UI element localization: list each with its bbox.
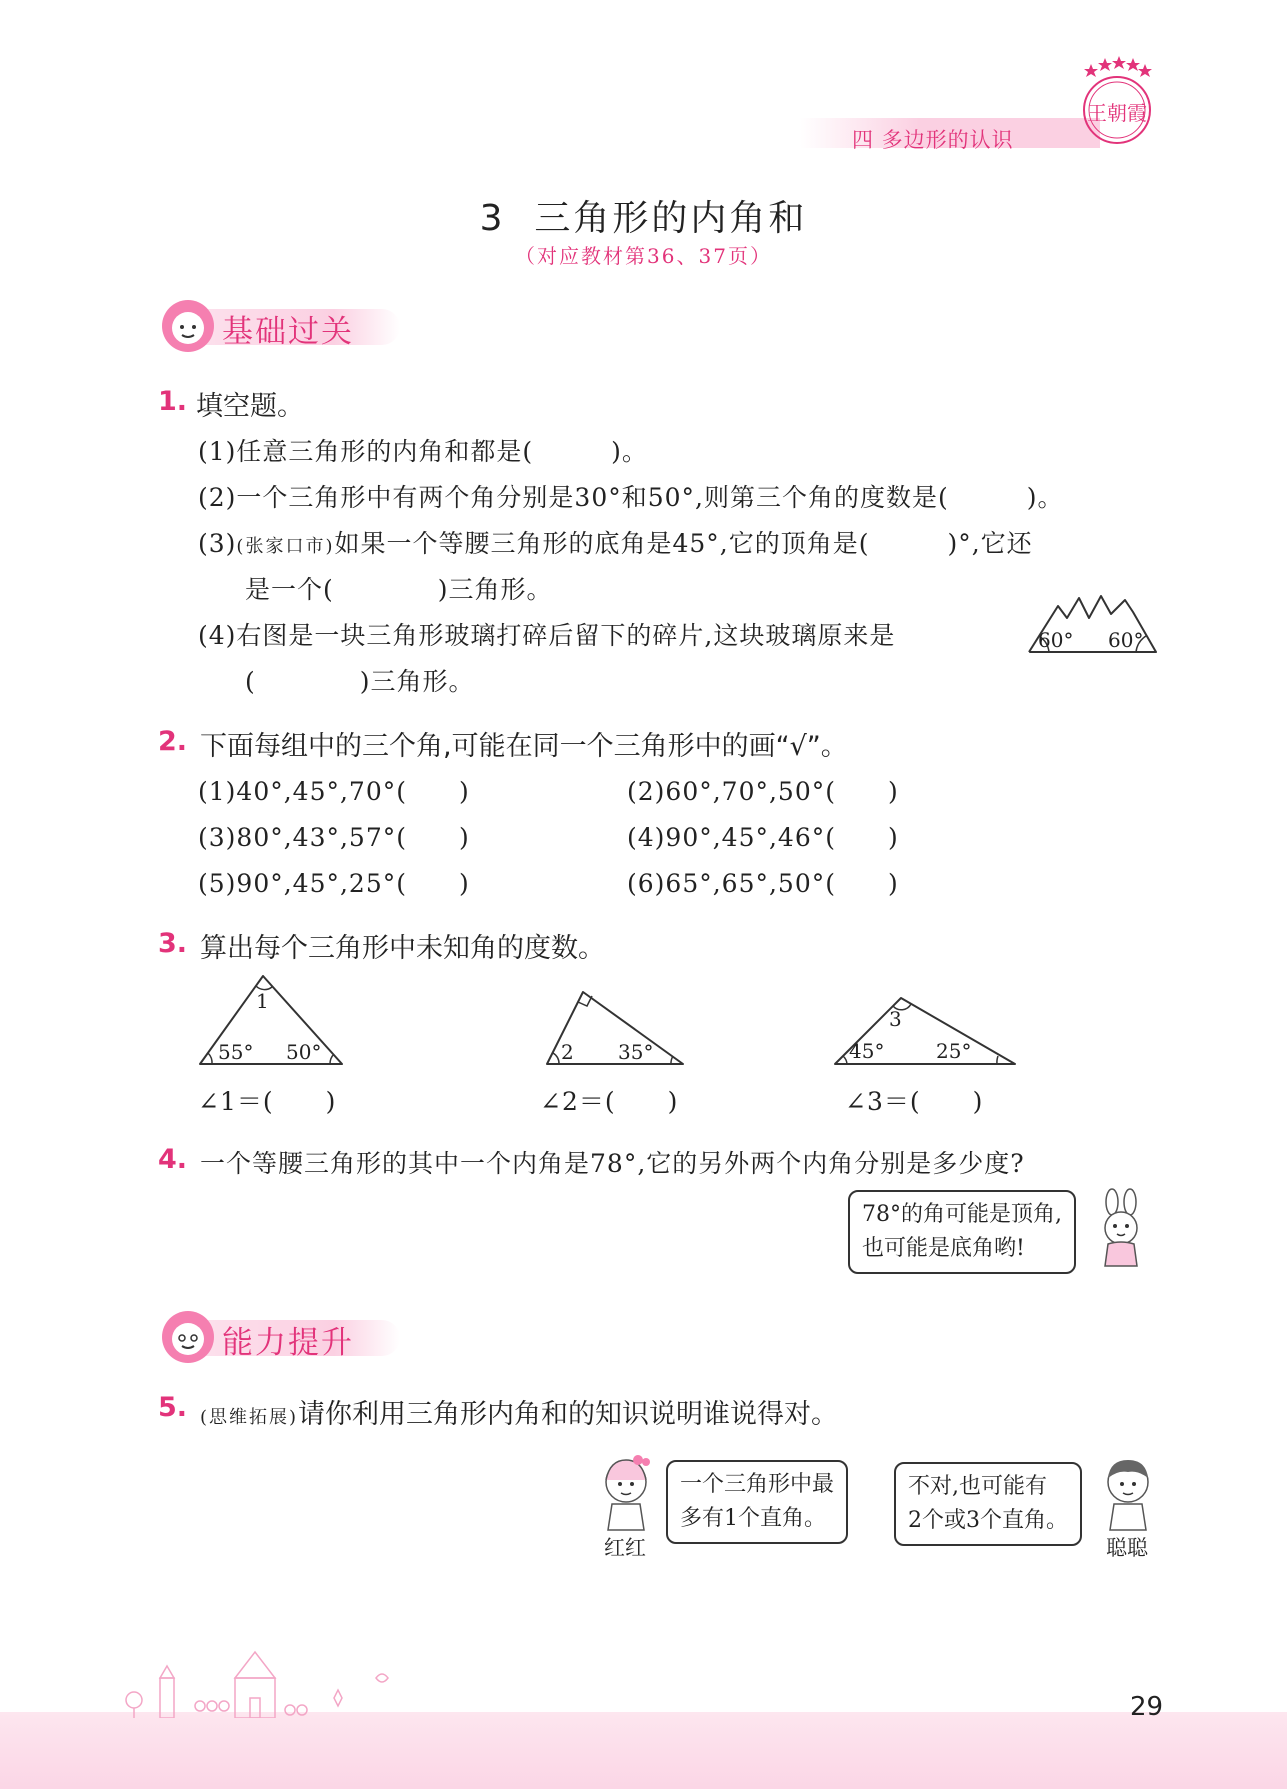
- svg-text:55°: 55°: [218, 1040, 254, 1064]
- q1-prompt: 填空题。: [196, 391, 304, 422]
- q3-number: 3.: [158, 928, 188, 959]
- footer-band: [0, 1712, 1287, 1789]
- q2-item-4: (4)90°,45°,46°( ): [627, 823, 899, 852]
- brand-seal-icon: [1075, 52, 1155, 152]
- chapter-label: 四 多边形的认识: [852, 128, 1014, 152]
- rabbit-icon: [1090, 1188, 1152, 1270]
- castle-decoration-icon: [120, 1648, 400, 1718]
- q1-item-3-label: (3): [198, 529, 237, 558]
- q2-item-1: (1)40°,45°,70°( ): [198, 777, 470, 806]
- teacher-avatar-icon-2: [160, 1309, 216, 1365]
- page-subtitle: （对应教材第36、37页）: [515, 244, 772, 268]
- left-speech-line-2: 多有1个直角。: [680, 1506, 826, 1531]
- page-number: 29: [1130, 1692, 1164, 1722]
- q2-item-3: (3)80°,43°,57°( ): [198, 823, 470, 852]
- broken-glass-figure: [1025, 592, 1160, 656]
- q2-item-5: (5)90°,45°,25°( ): [198, 869, 470, 898]
- page-title: 3 三角形的内角和: [479, 198, 808, 239]
- triangle-1: [196, 970, 346, 1070]
- q1-item-4: (4)右图是一块三角形玻璃打碎后留下的碎片,这块玻璃原来是: [198, 621, 896, 650]
- boy-cong-icon: [1098, 1452, 1158, 1532]
- svg-text:50°: 50°: [286, 1040, 322, 1064]
- triangle-2: [543, 988, 687, 1070]
- q1-number: 1.: [158, 386, 188, 417]
- left-speech-line-1: 一个三角形中最: [680, 1472, 835, 1497]
- section-title-advanced: 能力提升: [222, 1325, 354, 1361]
- q4-hint-line-1: 78°的角可能是顶角,: [862, 1202, 1062, 1227]
- right-speech-line-1: 不对,也可能有: [908, 1474, 1047, 1499]
- q1-item-3-tag: (张家口市): [236, 536, 335, 557]
- q2-item-2: (2)60°,70°,50°( ): [627, 777, 899, 806]
- svg-text:45°: 45°: [849, 1039, 885, 1063]
- triangle-2-answer: ∠2＝( ): [540, 1087, 679, 1116]
- q4-number: 4.: [158, 1144, 188, 1175]
- q2-number: 2.: [158, 726, 188, 757]
- section-title-basic: 基础过关: [222, 314, 354, 350]
- q5-tag: (思维拓展): [200, 1407, 299, 1428]
- svg-text:35°: 35°: [618, 1040, 654, 1064]
- svg-text:25°: 25°: [936, 1039, 972, 1063]
- q5-prompt-row: [200, 1392, 838, 1431]
- teacher-avatar-icon: [160, 298, 216, 354]
- q4-hint-line-2: 也可能是底角哟!: [862, 1236, 1025, 1261]
- q3-prompt: 算出每个三角形中未知角的度数。: [200, 933, 605, 964]
- svg-text:2: 2: [561, 1040, 574, 1064]
- left-speech-bubble: [666, 1460, 848, 1544]
- q4-hint-bubble: [848, 1190, 1076, 1274]
- girl-hong-name: 红红: [604, 1536, 646, 1560]
- svg-text:1: 1: [256, 989, 269, 1013]
- q1-item-3-text: 如果一个等腰三角形的底角是45°,它的顶角是( )°,它还: [334, 529, 1033, 558]
- q1-item-4-cont: ( )三角形。: [245, 667, 475, 696]
- boy-cong-name: 聪聪: [1106, 1536, 1148, 1560]
- triangle-3-answer: ∠3＝( ): [845, 1087, 984, 1116]
- svg-text:60°: 60°: [1038, 628, 1074, 652]
- q2-prompt: 下面每组中的三个角,可能在同一个三角形中的画“√”。: [200, 731, 848, 762]
- q1-item-1: (1)任意三角形的内角和都是( )。: [198, 437, 648, 466]
- triangle-1-answer: ∠1＝( ): [198, 1087, 337, 1116]
- q1-item-2: (2)一个三角形中有两个角分别是30°和50°,则第三个角的度数是( )。: [198, 483, 1064, 512]
- q4-prompt: 一个等腰三角形的其中一个内角是78°,它的另外两个内角分别是多少度?: [200, 1149, 1025, 1178]
- svg-text:3: 3: [889, 1007, 902, 1031]
- q5-number: 5.: [158, 1392, 188, 1423]
- q5-prompt: 请你利用三角形内角和的知识说明谁说得对。: [298, 1399, 839, 1430]
- right-speech-bubble: [894, 1462, 1082, 1546]
- q1-item-3-cont: 是一个( )三角形。: [245, 575, 553, 604]
- triangle-3: [831, 994, 1019, 1070]
- svg-text:60°: 60°: [1108, 628, 1144, 652]
- q1-item-3-row: [198, 524, 1033, 560]
- right-speech-line-2: 2个或3个直角。: [908, 1508, 1068, 1533]
- q2-item-6: (6)65°,65°,50°( ): [627, 869, 899, 898]
- svg-text:王朝霞: 王朝霞: [1087, 101, 1147, 125]
- girl-hong-icon: [596, 1452, 656, 1532]
